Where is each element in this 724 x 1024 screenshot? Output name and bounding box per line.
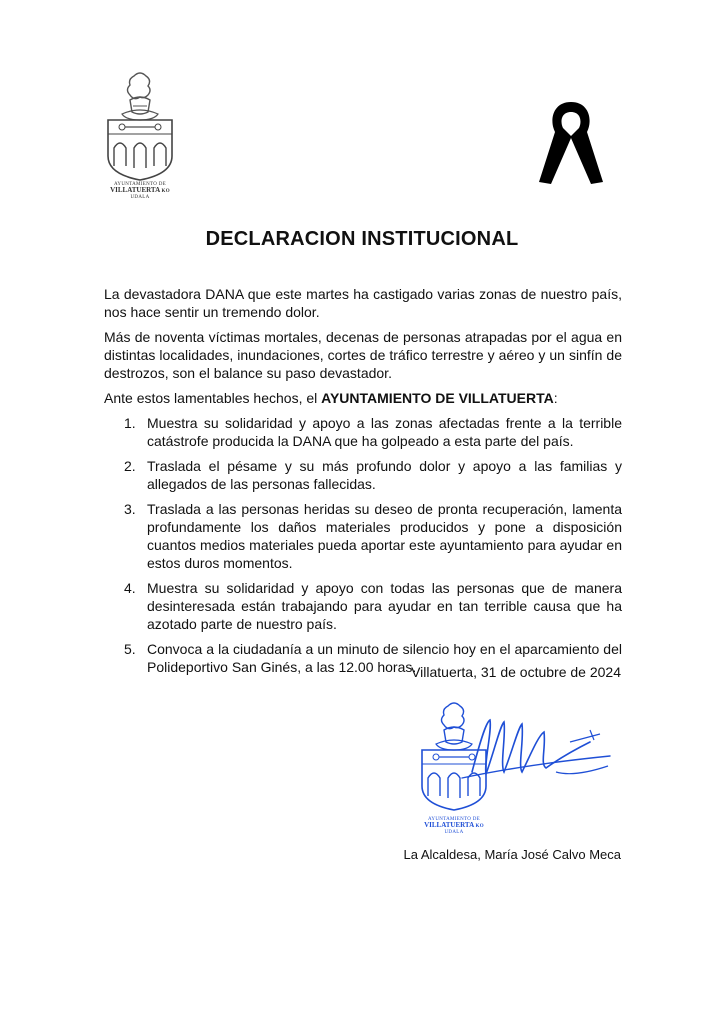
list-item: 4. Muestra su solidaridad y apoyo con todas las personas que de manera desinteresada están trabajando para ayudar en tan terrible causa que ha azotado parte de nuestro país. [124,580,622,632]
paragraph-2: Más de noventa víctimas mortales, decenas de personas atrapadas por el agua en distintas localidades, inundaciones, cortes de tráfico terrestre y aéreo y un sinfín de destrozos, son el balance su paso devastador. [104,329,622,381]
stamp-caption-line-3: UDALA [444,829,464,835]
stamp-caption-line-1: AYUNTAMIENTO DE [427,817,480,822]
declaration-points [104,414,622,676]
signer-name: La Alcaldesa, María José Calvo Meca [403,847,621,862]
logo-caption-line-1: AYUNTAMIENTO DE [113,182,166,187]
paragraph-1: La devastadora DANA que este martes ha castigado varias zonas de nuestro país, nos hace sentir un tremendo dolor. [104,286,622,320]
stamp-caption-line-2: VILLATUERTA KO [424,821,484,830]
entity-name: AYUNTAMIENTO DE VILLATUERTA [321,390,554,406]
intro-paragraph: Ante estos lamentables hechos, el AYUNTAMIENTO DE VILLATUERTA: [104,390,558,406]
logo-caption-line-3: UDALA [130,194,150,200]
place-and-date: Villatuerta, 31 de octubre de 2024 [411,664,621,680]
list-item: 1. Muestra su solidaridad y apoyo a las zonas afectadas frente a la terrible catástrofe producida la DANA que ha golpeado a esta parte del país. [124,415,622,449]
coat-of-arms-icon [100,70,180,182]
document-title: DECLARACION INSTITUCIONAL [205,228,519,250]
list-item: 2. Traslada el pésame y su más profundo dolor y apoyo a las familias y allegados de las personas fallecidas. [124,458,622,492]
mourning-ribbon-icon [537,98,605,186]
signature-icon [460,712,620,792]
document-body [104,285,622,683]
logo-caption-line-2: VILLATUERTA KO [110,186,170,195]
list-item: 5. Convoca a la ciudadanía a un minuto de silencio hoy en el aparcamiento del Polideportivo San Ginés, a las 12.00 horas. [124,641,622,675]
stamp-caption [414,817,494,835]
logo-caption [100,182,180,200]
list-item: 3. Traslada a las personas heridas su deseo de pronta recuperación, lamenta profundamente los daños materiales producidos y pone a disposición cuantos medios materiales pueda aportar este ayuntamiento para ayudar en estos duros momentos. [124,501,622,571]
municipal-logo [100,70,180,210]
